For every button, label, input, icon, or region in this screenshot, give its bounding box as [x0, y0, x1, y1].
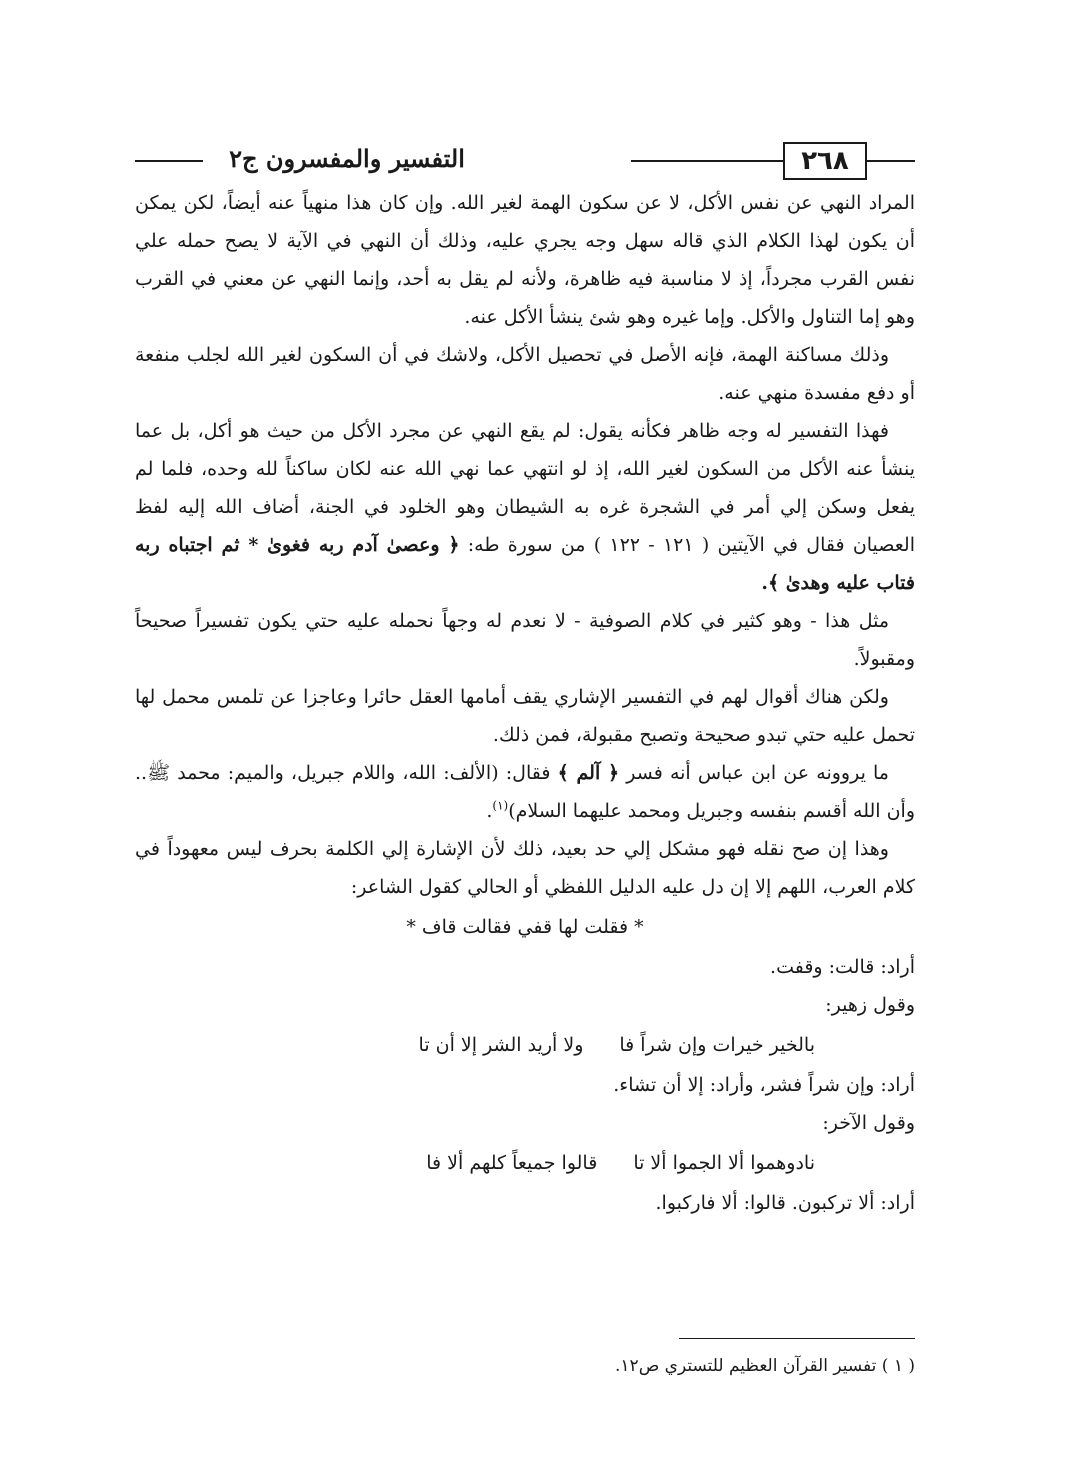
line-5: أراد: ألا تركبون. قالوا: ألا فاركبوا.: [655, 1192, 915, 1214]
book-title: التفسير والمفسرون ج٢: [229, 144, 465, 173]
paragraph-6: [135, 754, 915, 830]
quran-verse-taha: ﴿ وعصىٰ آدم ربه فغوىٰ * ثم اجتباه ربه فتاب عليه وهدىٰ ﴾.: [135, 534, 915, 594]
paragraph-2: وذلك مساكنة الهمة، فإنه الأصل في تحصيل الأكل، ولاشك في أن السكون لغير الله لجلب منفعة أو دفع مفسدة منهي عنه.: [135, 344, 915, 404]
paragraph-1: المراد النهي عن نفس الأكل، لا عن سكون الهمة لغير الله. وإن كان هذا منهياً عنه أيضاً، لكن يمكن أن يكون لهذا الكلام الذي قاله سهل وجه يجري عليه، وذلك أن النهي في الآية لا يصح حمله علي نفس القرب مجرداً، إذ لا مناسبة فيه ظاهرة، ولأنه لم يقل به أحد، وإنما النهي عن معني في القرب وهو إما التناول والأكل. وإما غيره وهو شئ ينشأ الأكل عنه.: [135, 192, 915, 328]
paragraph-6-end: .: [486, 800, 493, 822]
header-rule-right: [867, 160, 915, 162]
page-body: [135, 184, 915, 1222]
paragraph-4: مثل هذا - وهو كثير في كلام الصوفية - لا نعدم له وجهاً نحمله عليه حتي يكون تفسيراً صحيحاً ومقبولاً.: [135, 610, 915, 670]
verse-other-first: نادوهموا ألا الجموا ألا تا: [633, 1152, 815, 1174]
running-header: [135, 140, 915, 184]
paragraph-5: ولكن هناك أقوال لهم في التفسير الإشاري يقف أمامها العقل حائرا وعاجزا عن تلمس محمل لها تحمل عليه حتي تبدو صحيحة وتصبح مقبولة، فمن ذلك.: [135, 686, 915, 746]
header-rule-left: [135, 160, 203, 162]
quran-alm: ﴿ آلم ﴾: [557, 762, 620, 784]
header-rule-middle: [631, 160, 783, 162]
verse-zuhair-first: بالخير خيرات وإن شراً فا: [619, 1034, 815, 1056]
footnote-ref[interactable]: (١): [492, 798, 509, 813]
footnote: ( ١ ) تفسير القرآن العظيم للتستري ص١٢.: [615, 1356, 915, 1376]
line-1: أراد: قالت: وقفت.: [770, 956, 915, 978]
paragraph-7: وهذا إن صح نقله فهو مشكل إلي حد بعيد، ذلك لأن الإشارة إلي الكلمة بحرف ليس معهوداً في كلام العرب، اللهم إلا إن دل عليه الدليل اللفظي أو الحالي كقول الشاعر:: [135, 838, 915, 898]
verse-other: [135, 1144, 915, 1182]
paragraph-3: [135, 412, 915, 602]
book-page: [135, 140, 915, 1440]
verse-zuhair: [135, 1026, 915, 1064]
footnote-divider: [679, 1338, 915, 1339]
page-number: ٢٦٨: [783, 142, 867, 180]
line-3: أراد: وإن شراً فشر، وأراد: إلا أن تشاء.: [613, 1074, 915, 1096]
paragraph-6-b: فقال: (الألف: الله، واللام جبريل، والميم: محمد ﷺ.. وأن الله أقسم بنفسه وجبريل ومحمد عليهما السلام): [135, 762, 915, 822]
verse-zuhair-second: ولا أريد الشر إلا أن تا: [418, 1034, 584, 1056]
line-4: وقول الآخر:: [822, 1112, 915, 1134]
verse-line-1: * فقلت لها قفي فقالت قاف *: [406, 916, 644, 938]
line-2: وقول زهير:: [825, 994, 915, 1016]
paragraph-3-text: فهذا التفسير له وجه ظاهر فكأنه يقول: لم يقع النهي عن مجرد الأكل من حيث هو أكل، بل عما ينشأ عنه الأكل من السكون لغير الله، إذ لو انتهي عما نهي الله عنه لكان ساكناً لله وحده، فلما لم يفعل وسكن إلي أمر في الشجرة غره به الشيطان وهو الخلود في الجنة، أضاف الله إليه لفظ العصيان فقال في الآيتين ( ١٢١ - ١٢٢ ) من سورة طه:: [135, 420, 915, 556]
paragraph-6-a: ما يروونه عن ابن عباس أنه فسر: [626, 762, 889, 784]
verse-other-second: قالوا جميعاً كلهم ألا فا: [426, 1152, 598, 1174]
